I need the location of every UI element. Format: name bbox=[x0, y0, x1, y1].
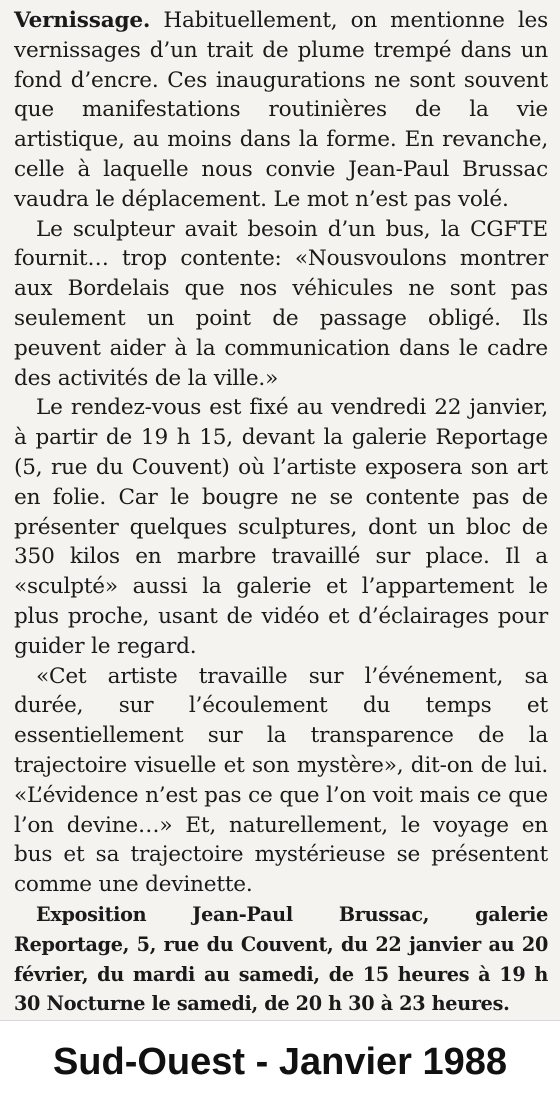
source-caption: Sud-Ouest - Janvier 1988 bbox=[52, 1041, 508, 1083]
exhibition-info: Exposition Jean-Paul Brussac, galerie Reportage, 5, rue du Couvent, du 22 janvier au 20 février, du mardi au samedi, de 15 heures à 19 h 30 Nocturne le samedi, de 20 h 30 à 23 heures. bbox=[14, 902, 548, 1016]
lead-word: Vernissage. bbox=[14, 8, 151, 33]
article-body bbox=[14, 6, 548, 1019]
paragraph-1 bbox=[14, 6, 548, 215]
paragraph-2: Le sculpteur avait besoin d’un bus, la CGFTE fournit… trop contente: «Nousvoulons montrer aux Bordelais que nos véhicules ne sont pas seulement un point de passage obligé. Ils peuvent aider à la communication dans le cadre des activités de la ville.» bbox=[14, 216, 548, 391]
caption-bar bbox=[0, 1020, 560, 1103]
paragraph-4: «Cet artiste travaille sur l’événement, sa durée, sur l’écoulement du temps et essentiellement sur la transparence de la trajectoire visuelle et son mystère», dit-on de lui. «L’évidence n’est pas ce que l’on voit mais ce que l’on devine…» Et, naturellement, le voyage en bus et sa trajectoire mystérieuse se présentent comme une devinette. bbox=[14, 663, 548, 898]
paragraph-3: Le rendez-vous est fixé au vendredi 22 janvier, à partir de 19 h 15, devant la galerie Reportage (5, rue du Couvent) où l’artiste exposera son art en folie. Car le bougre ne se contente pas de présenter quelques sculptures, dont un bloc de 350 kilos en marbre travaillé sur place. Il a «sculpté» aussi la galerie et l’appartement le plus proche, usant de vidéo et d’éclairages pour guider le regard. bbox=[14, 395, 548, 659]
paragraph-1-text: Habituellement, on mentionne les vernissages d’un trait de plume trempé dans un fond d’encre. Ces inaugurations ne sont souvent que manifestations routinières de la vie artistique, au moins dans la forme. En revanche, celle à laquelle nous convie Jean-Paul Brussac vaudra le déplacement. Le mot n’est pas volé. bbox=[14, 8, 548, 212]
